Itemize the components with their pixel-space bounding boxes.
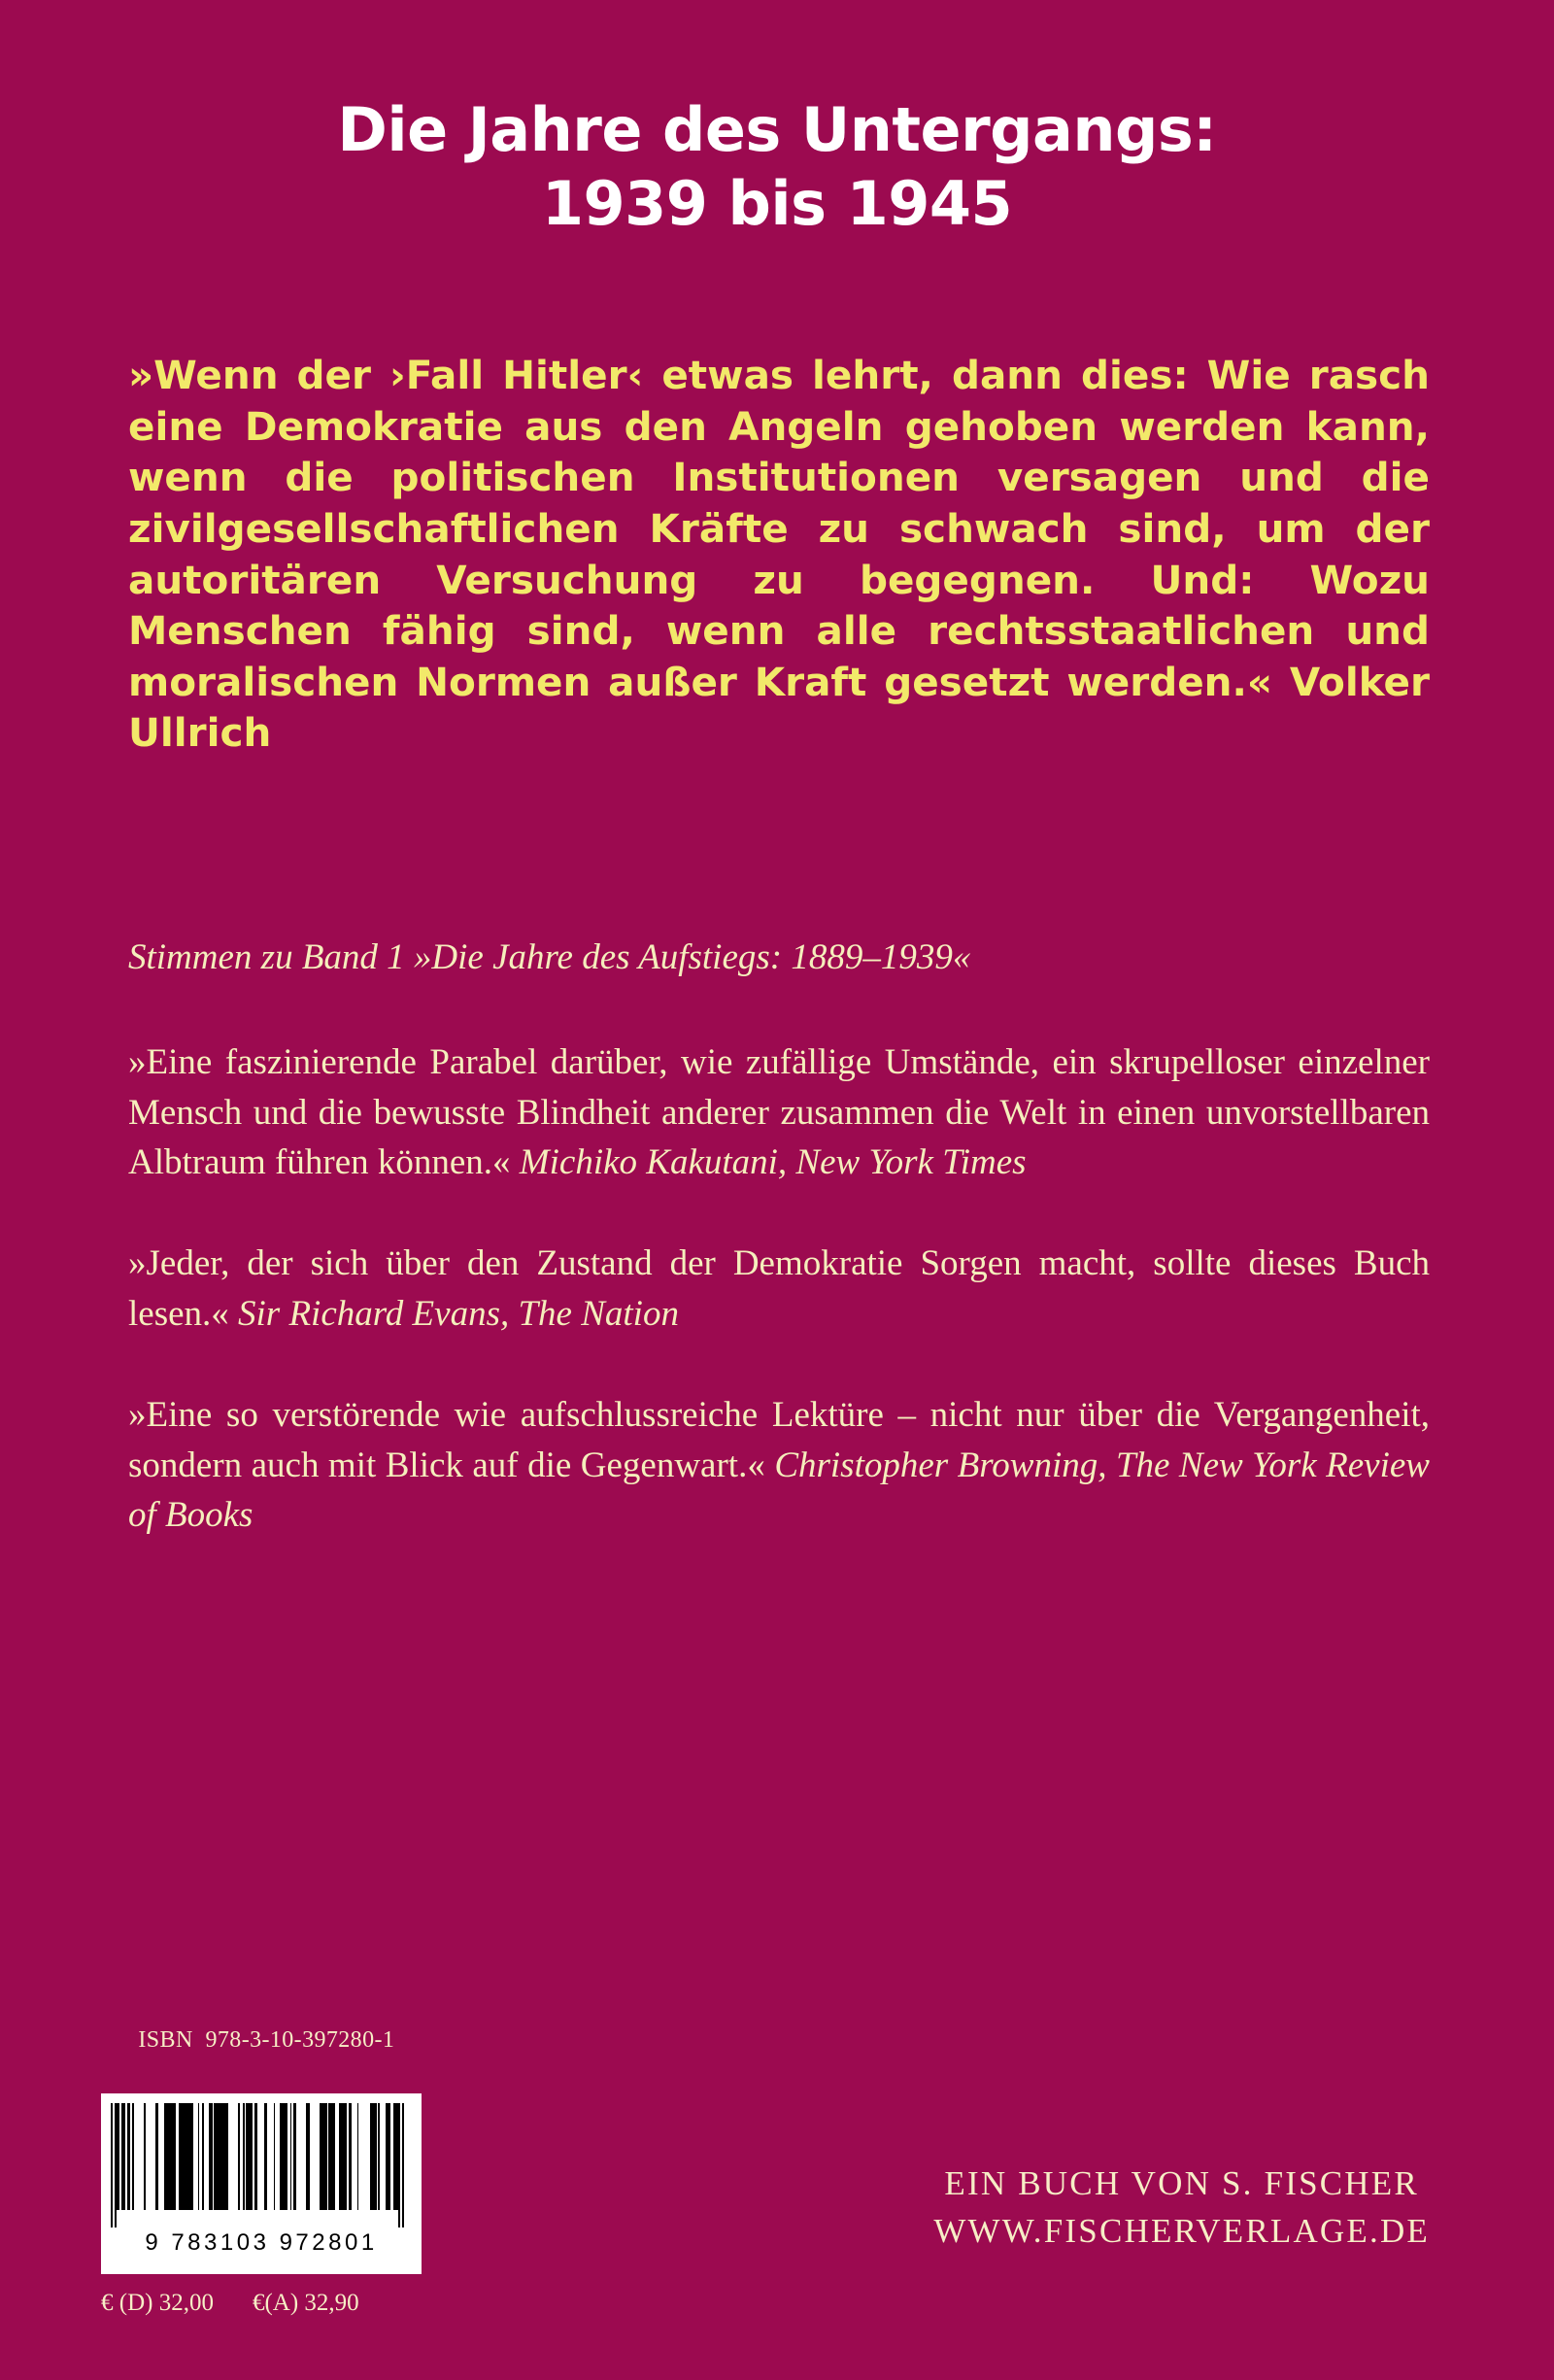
lead-quote-text: »Wenn der ›Fall Hitler‹ etwas lehrt, dann dies: Wie rasch eine Demokratie aus den Angeln gehoben werden kann, wenn die politischen Institutionen versagen und die zivilgesellschaftlichen Kräfte zu schwach sind, um der autoritären Versuchung zu begegnen. Und: Wozu Menschen fähig sind, wenn alle rechtsstaatlichen und moralischen Normen außer Kraft gesetzt werden.« <box>128 352 1430 705</box>
reviews-kicker: Stimmen zu Band 1 »Die Jahre des Aufstiegs: 1889–1939« <box>128 937 971 977</box>
review-item <box>128 1239 1430 1340</box>
barcode-digits: 9 783103 972801 <box>145 2229 378 2256</box>
lead-quote <box>128 350 1430 759</box>
price-row <box>101 2290 451 2317</box>
publisher-imprint <box>933 2159 1430 2256</box>
isbn-line <box>101 2001 451 2080</box>
review-quote: »Jeder, der sich über den Zustand der Demokratie Sorgen macht, sollte dieses Buch lesen.« <box>128 1243 1430 1334</box>
page-title <box>0 93 1554 240</box>
publisher-line-1: EIN BUCH VON S. FISCHER <box>944 2163 1419 2202</box>
lead-quote-attribution: Volker Ullrich <box>128 658 1430 757</box>
isbn-label: ISBN <box>138 2027 193 2053</box>
publisher-line-2: WWW.FISCHERVERLAGE.DE <box>933 2212 1430 2251</box>
price-austria: €(A) 32,90 <box>252 2290 359 2316</box>
barcode-bars <box>111 2103 412 2227</box>
review-quote: »Eine so verstörende wie aufschlussreiche Lektüre – nicht nur über die Vergangenheit, sondern auch mit Blick auf die Gegenwart.« <box>128 1394 1430 1485</box>
review-source: Sir Richard Evans, The Nation <box>228 1293 679 1334</box>
price-germany: € (D) 32,00 <box>101 2290 214 2316</box>
review-source: Michiko Kakutani, New York Times <box>510 1142 1027 1183</box>
isbn-area <box>101 2001 451 2317</box>
title-line-2: 1939 bis 1945 <box>541 167 1013 239</box>
isbn-number: 978-3-10-397280-1 <box>205 2027 395 2053</box>
review-item <box>128 1037 1430 1188</box>
review-quote: »Eine faszinierende Parabel darüber, wie zufällige Umstände, ein skrupelloser einzelner Mensch und die bewusste Blindheit anderer zusammen die Welt in einen unvorstellbaren Albtraum führen können.« <box>128 1041 1430 1183</box>
reviews-section <box>128 933 1430 1541</box>
review-item <box>128 1390 1430 1541</box>
review-source: Christopher Browning, The New York Review of Books <box>128 1445 1430 1536</box>
title-line-1: Die Jahre des Untergangs: <box>337 94 1217 165</box>
barcode <box>101 2093 422 2274</box>
